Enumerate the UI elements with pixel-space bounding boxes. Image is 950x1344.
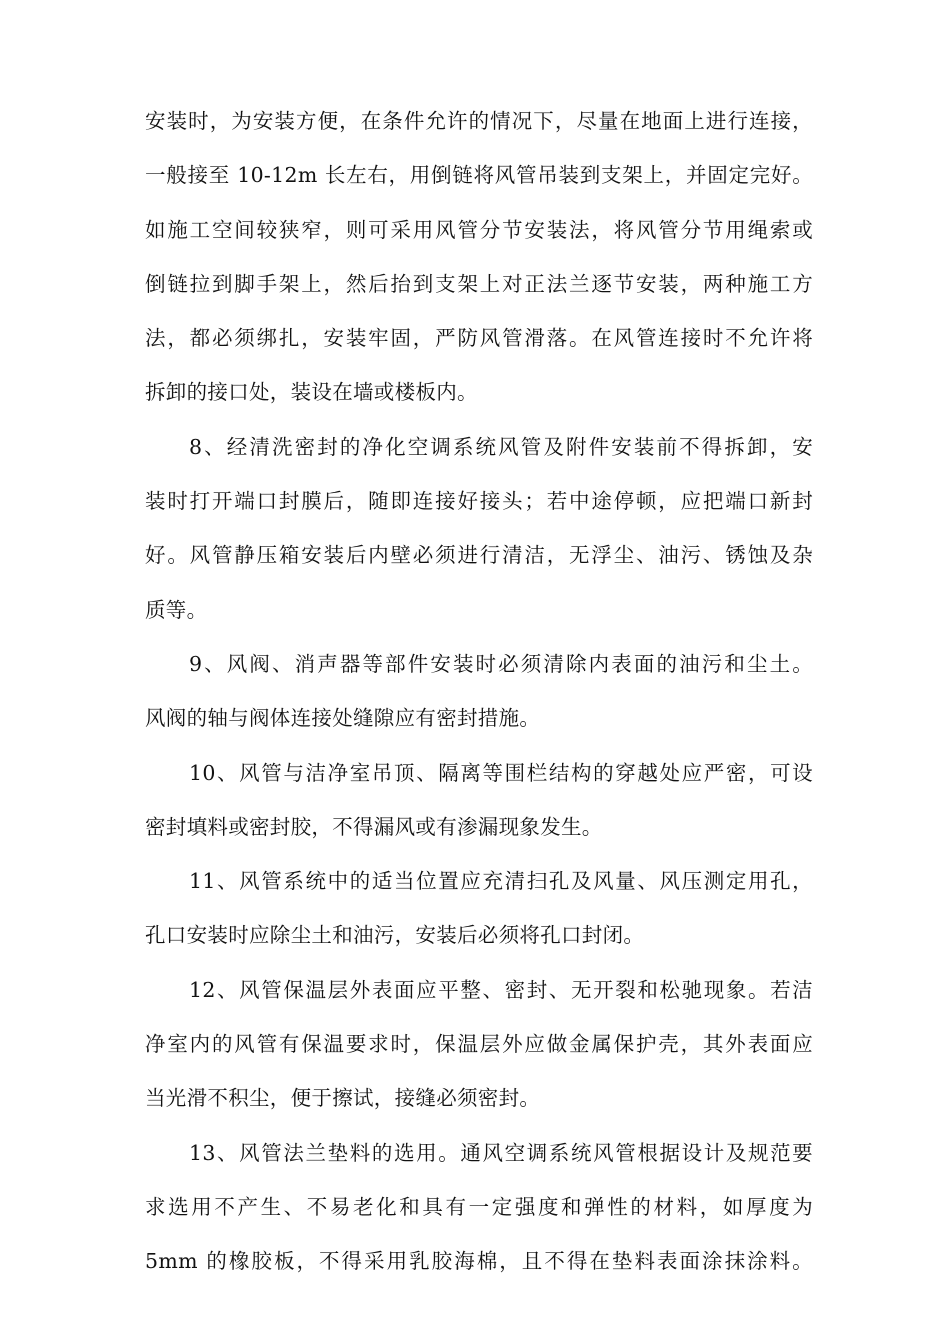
text-line: 5mm 的橡胶板，不得采用乳胶海棉，且不得在垫料表面涂抹涂料。 [145,1249,813,1274]
document-body [145,101,813,1296]
text-line: 求选用不产生、不易老化和具有一定强度和弹性的材料，如厚度为 [145,1194,813,1219]
text-line: 11、风管系统中的适当位置应充清扫孔及风量、风压测定用孔， [189,869,813,894]
text-line: 一般接至 10-12m 长左右，用倒链将风管吊装到支架上，并固定完好。 [145,163,813,188]
text-line: 净室内的风管有保温要求时，保温层外应做金属保护壳，其外表面应 [145,1032,813,1057]
text-line: 13、风管法兰垫料的选用。通风空调系统风管根据设计及规范要 [189,1140,813,1165]
text-line: 法，都必须绑扎，安装牢固，严防风管滑落。在风管连接时不允许将 [145,326,813,351]
text-line: 如施工空间较狭窄，则可采用风管分节安装法，将风管分节用绳索或 [145,217,813,242]
text-line: 好。风管静压箱安装后内壁必须进行清洁，无浮尘、油污、锈蚀及杂 [145,543,813,568]
text-line: 9、风阀、消声器等部件安装时必须清除内表面的油污和尘土。 [189,651,813,676]
text-line: 安装时，为安装方便，在条件允许的情况下，尽量在地面上进行连接， [145,109,813,133]
text-line: 12、风管保温层外表面应平整、密封、无开裂和松驰现象。若洁 [189,977,813,1002]
text-line: 拆卸的接口处，装设在墙或楼板内。 [145,380,478,405]
text-line: 倒链拉到脚手架上，然后抬到支架上对正法兰逐节安装，两种施工方 [145,271,813,296]
text-line: 当光滑不积尘，便于擦试，接缝必须密封。 [145,1086,541,1111]
text-line: 密封填料或密封胶，不得漏风或有渗漏现象发生。 [145,814,603,839]
text-line: 8、经清洗密封的净化空调系统风管及附件安装前不得拆卸，安 [189,434,813,459]
text-line: 孔口安装时应除尘土和油污，安装后必须将孔口封闭。 [145,923,645,948]
text-line: 质等。 [145,597,208,622]
text-line: 装时打开端口封膜后，随即连接好接头；若中途停顿，应把端口新封 [145,489,813,514]
text-line: 10、风管与洁净室吊顶、隔离等围栏结构的穿越处应严密，可设 [189,760,813,785]
text-line: 风阀的轴与阀体连接处缝隙应有密封措施。 [145,706,541,731]
